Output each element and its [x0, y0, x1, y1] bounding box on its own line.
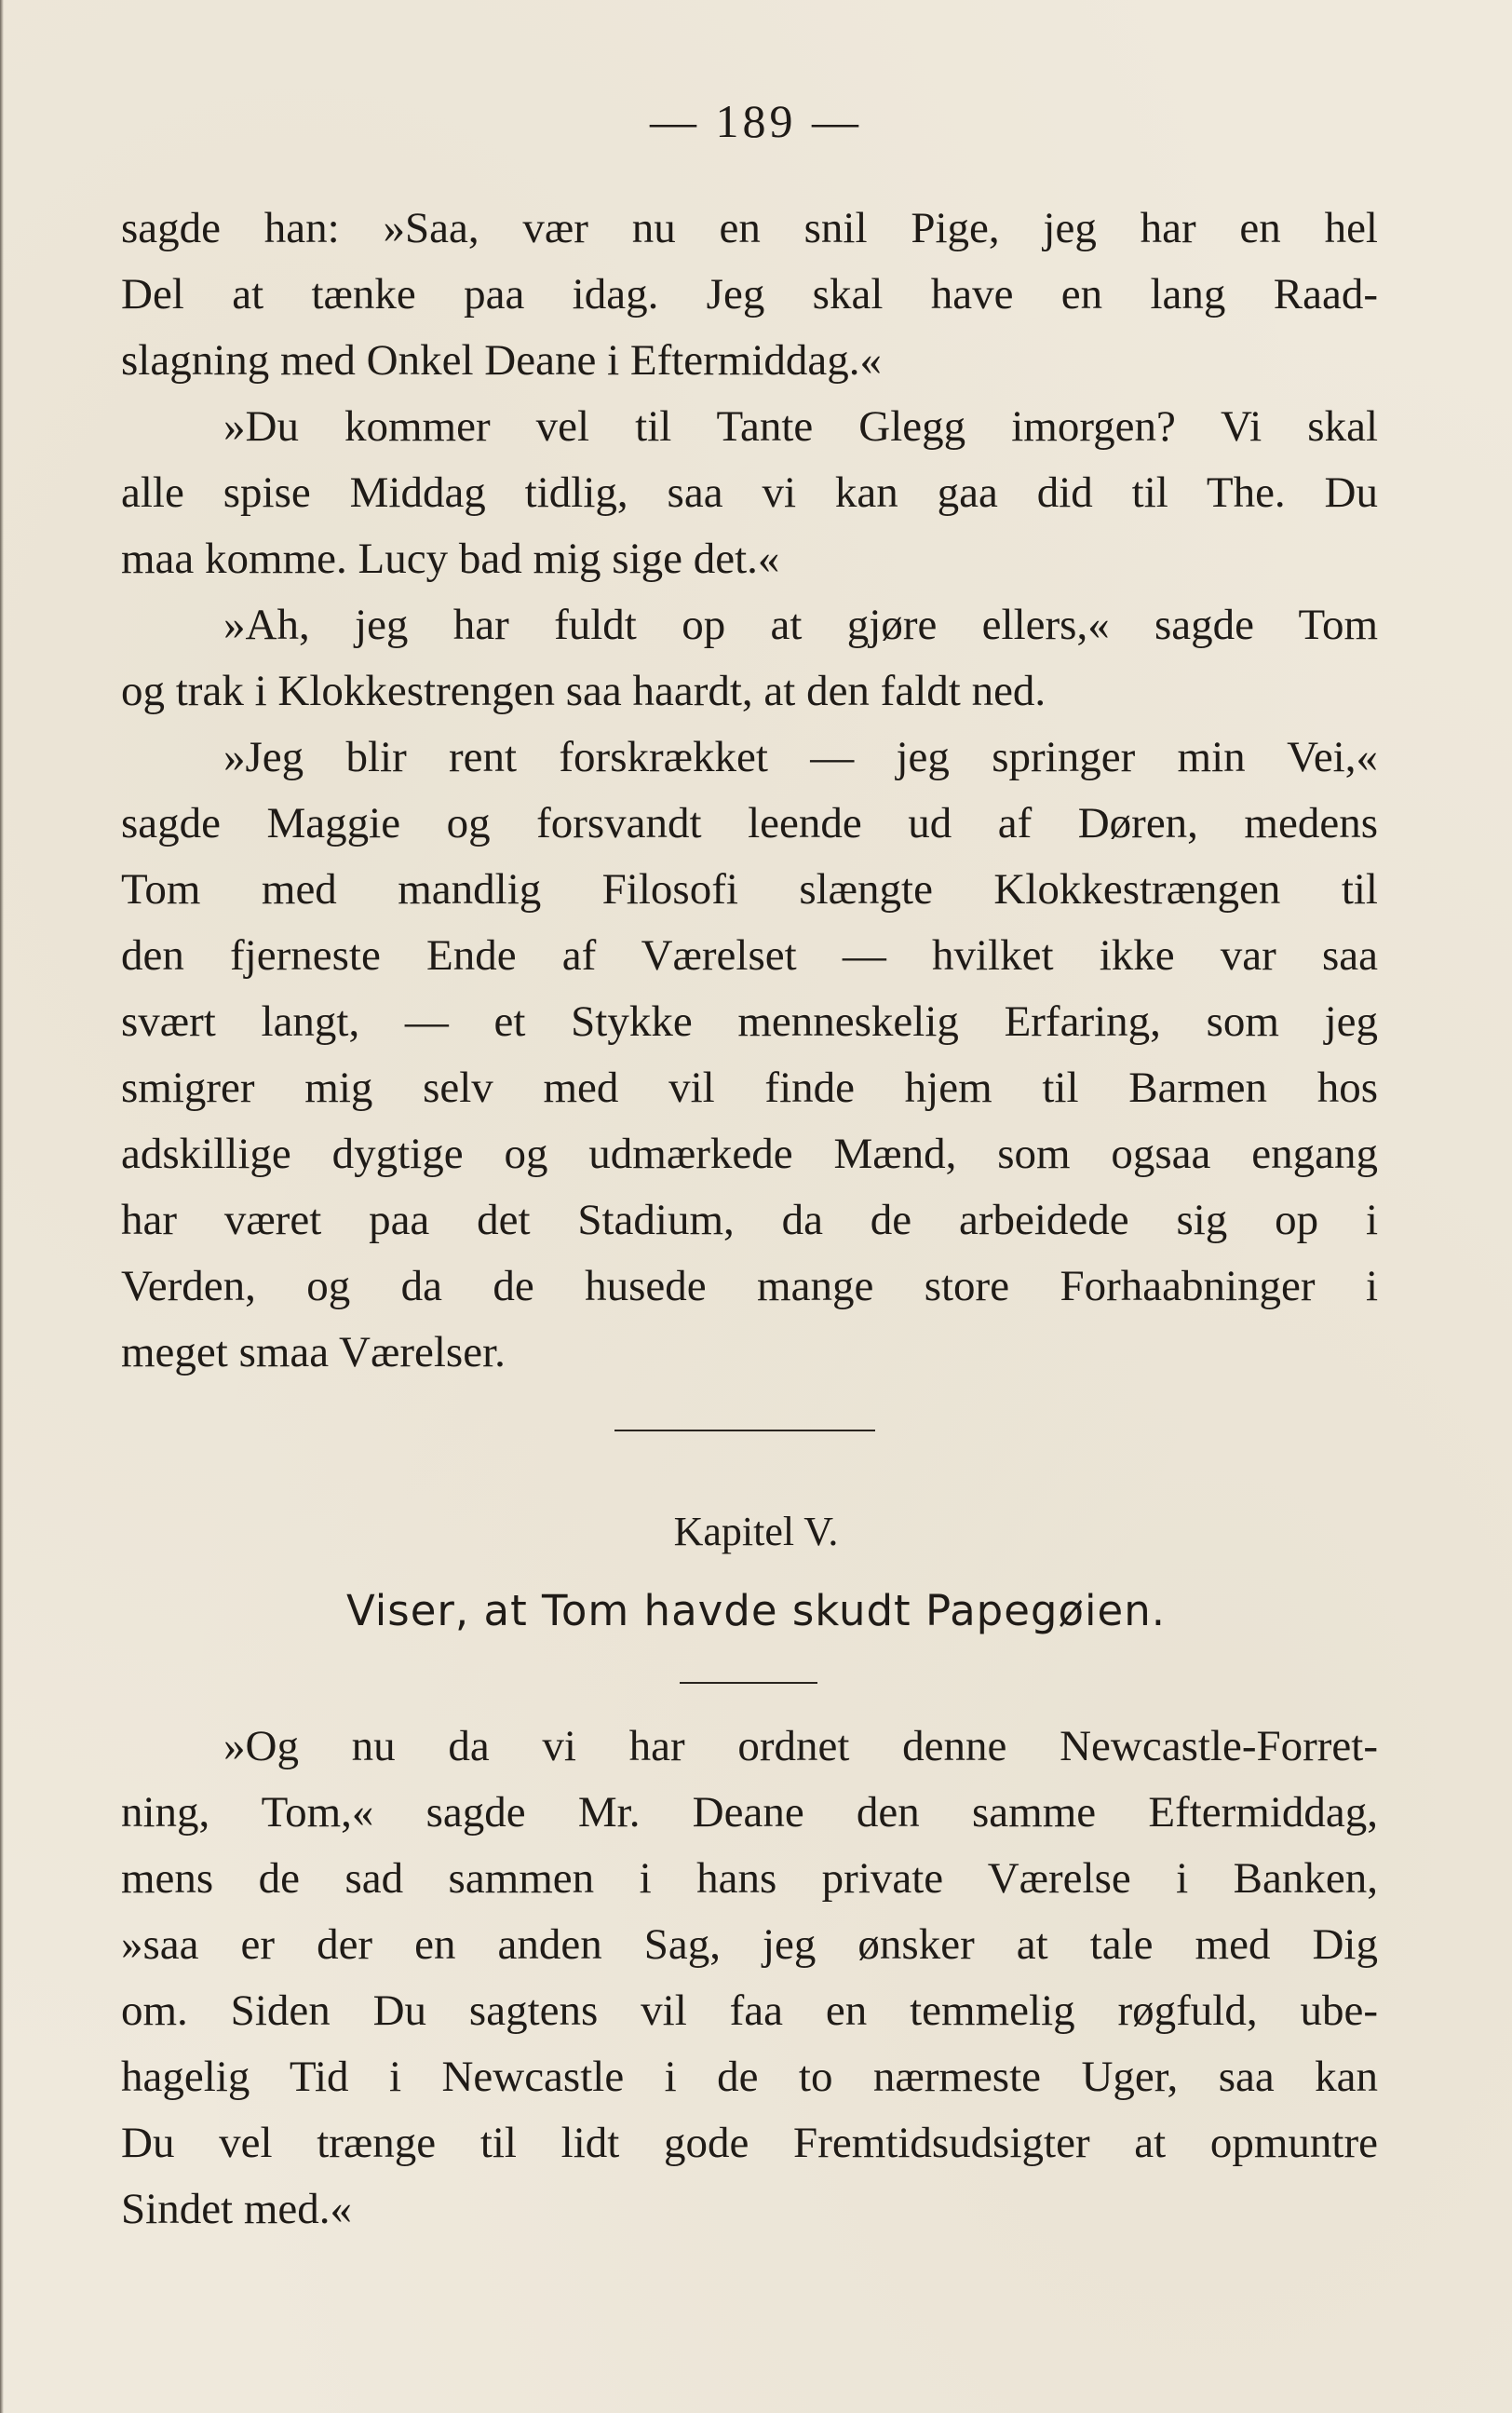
- text-line: Du vel trænge til lidt gode Fremtidsudsigter at opmuntre: [121, 2119, 1378, 2167]
- paragraph-block-1: [121, 196, 1378, 1386]
- text-line: ning, Tom,« sagde Mr. Deane den samme Eftermiddag,: [121, 1788, 1378, 1837]
- text-line: og trak i Klokkestrengen saa haardt, at den faldt ned.: [121, 667, 1046, 715]
- chapter-title: Viser, at Tom havde skudt Papegøien.: [345, 1586, 1167, 1635]
- text-line: mens de sad sammen i hans private Værelse i Banken,: [121, 1854, 1378, 1903]
- text-line: har været paa det Stadium, da de arbeidede sig op i: [121, 1196, 1378, 1244]
- text-line: »Og nu da vi har ordnet denne Newcastle-Forret-: [223, 1722, 1378, 1770]
- text-line: meget smaa Værelser.: [121, 1328, 506, 1376]
- text-line: hagelig Tid i Newcastle i de to nærmeste Uger, saa kan: [121, 2053, 1378, 2101]
- paragraph-block-2: [121, 1714, 1378, 2243]
- text-line: slagning med Onkel Deane i Eftermiddag.«: [121, 336, 883, 385]
- text-line: sagde Maggie og forsvandt leende ud af Døren, medens: [121, 799, 1378, 847]
- page-number: — 189 —: [650, 95, 862, 147]
- text-line: sagde han: »Saa, vær nu en snil Pige, jeg har en hel: [121, 204, 1378, 252]
- text-line: Tom med mandlig Filosofi slængte Klokkestrængen til: [121, 865, 1378, 914]
- chapter-title-divider: [680, 1682, 817, 1684]
- chapter-label: Kapitel V.: [673, 1509, 839, 1554]
- text-line: alle spise Middag tidlig, saa vi kan gaa did til The. Du: [121, 468, 1378, 517]
- text-line: om. Siden Du sagtens vil faa en temmelig røgfuld, ube-: [121, 1986, 1378, 2035]
- text-line: den fjerneste Ende af Værelset — hvilket ikke var saa: [121, 931, 1378, 980]
- text-line: svært langt, — et Stykke menneskelig Erfaring, som jeg: [121, 997, 1378, 1046]
- text-line: »Du kommer vel til Tante Glegg imorgen? Vi skal: [223, 402, 1378, 451]
- text-line: »Jeg blir rent forskrækket — jeg springer min Vei,«: [223, 733, 1378, 781]
- text-line: adskillige dygtige og udmærkede Mænd, som ogsaa engang: [121, 1130, 1378, 1178]
- text-line: Del at tænke paa idag. Jeg skal have en lang Raad-: [121, 270, 1378, 319]
- text-line: Sindet med.«: [121, 2185, 353, 2233]
- section-divider: [614, 1430, 875, 1431]
- text-line: smigrer mig selv med vil finde hjem til Barmen hos: [121, 1064, 1378, 1112]
- text-line: maa komme. Lucy bad mig sige det.«: [121, 535, 780, 583]
- text-line: Verden, og da de husede mange store Forhaabninger i: [121, 1262, 1378, 1310]
- page-edge-shadow: [0, 0, 4, 2413]
- text-line: »saa er der en anden Sag, jeg ønsker at tale med Dig: [121, 1920, 1378, 1969]
- text-line: »Ah, jeg har fuldt op at gjøre ellers,« sagde Tom: [223, 601, 1378, 649]
